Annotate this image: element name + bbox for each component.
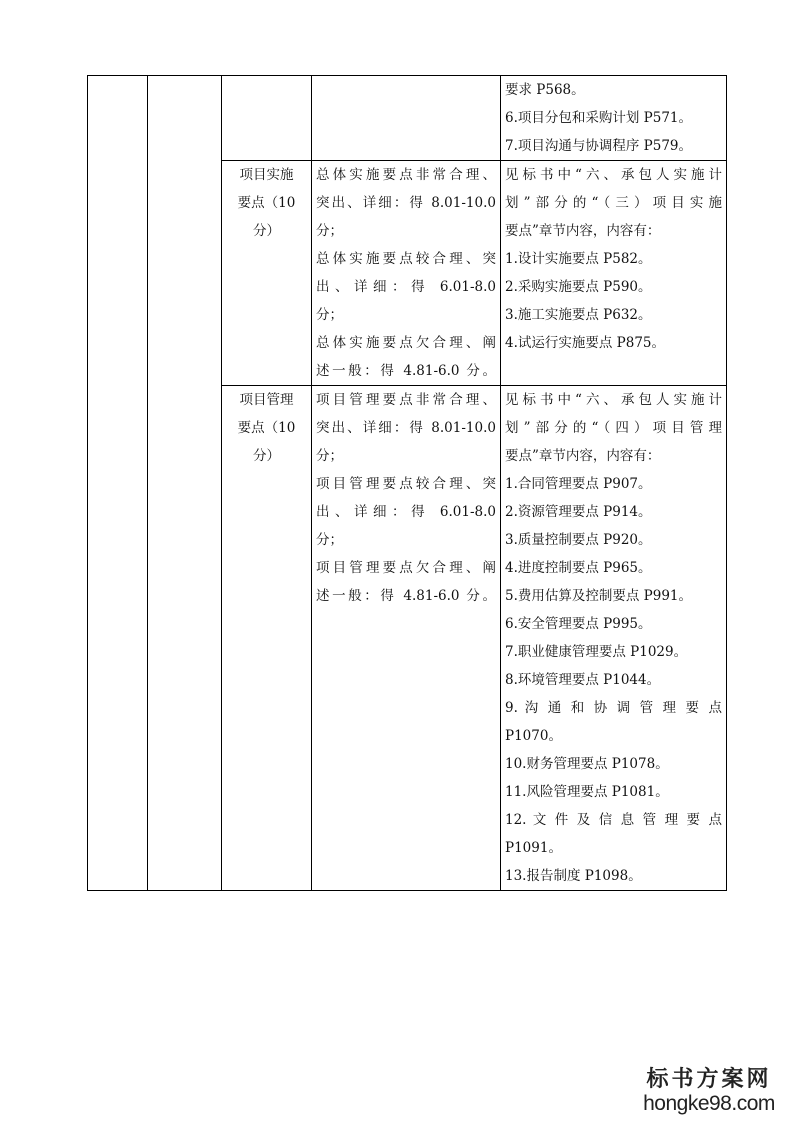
criteria-line: 分； xyxy=(316,448,343,464)
plan-cell-continued xyxy=(501,76,727,161)
plan-line: 4.进度控制要点 P965。 xyxy=(505,560,652,576)
plan-line: 4.试运行实施要点 P875。 xyxy=(505,335,666,351)
plan-line: 1.合同管理要点 P907。 xyxy=(505,476,652,492)
criteria-line: 总体实施要点较合理、突 xyxy=(316,251,496,267)
plan-line: 8.环境管理要点 P1044。 xyxy=(505,672,661,688)
plan-line: 6.安全管理要点 P995。 xyxy=(505,616,652,632)
criteria-line: 项目管理要点较合理、突 xyxy=(316,476,496,492)
blank-cell-col2 xyxy=(148,76,222,891)
plan-line: 3.施工实施要点 P632。 xyxy=(505,307,652,323)
criteria-cell-management xyxy=(312,386,501,891)
criteria-line: 突出、详细：得 8.01-10.0 xyxy=(316,195,496,211)
plan-line: 见标书中“六、承包人实施计 xyxy=(505,392,722,408)
plan-line: 7.职业健康管理要点 P1029。 xyxy=(505,644,688,660)
watermark-domain: hongke98.com xyxy=(643,1092,775,1115)
item-label-line: 项目管理 xyxy=(239,392,294,408)
criteria-cell-implementation xyxy=(312,161,501,386)
item-label-line: 分） xyxy=(253,448,280,464)
item-cell-implementation xyxy=(222,161,312,386)
plan-cell-management xyxy=(501,386,727,891)
criteria-line: 述一般：得 4.81-6.0 分。 xyxy=(316,588,496,604)
plan-line: 2.资源管理要点 P914。 xyxy=(505,504,652,520)
item-cell-management xyxy=(222,386,312,891)
criteria-line: 项目管理要点欠合理、阐 xyxy=(316,560,496,576)
plan-line: P1091。 xyxy=(505,840,562,856)
plan-line: 要求 P568。 xyxy=(505,82,585,98)
plan-cell-implementation xyxy=(501,161,727,386)
plan-line: 6.项目分包和采购计划 P571。 xyxy=(505,110,693,126)
item-label-line: 要点（10 xyxy=(237,420,296,436)
item-label-line: 分） xyxy=(253,223,280,239)
criteria-line: 分； xyxy=(316,307,343,323)
plan-line: 5.费用估算及控制要点 P991。 xyxy=(505,588,693,604)
criteria-line: 述一般：得 4.81-6.0 分。 xyxy=(316,363,496,379)
plan-line: 13.报告制度 P1098。 xyxy=(505,868,642,884)
plan-line: 1.设计实施要点 P582。 xyxy=(505,251,652,267)
item-label-line: 要点（10 xyxy=(237,195,296,211)
plan-line: 见标书中“六、承包人实施计 xyxy=(505,167,722,183)
criteria-line: 出、详细：得 6.01-8.0 xyxy=(316,504,496,520)
criteria-line: 总体实施要点非常合理、 xyxy=(316,167,496,183)
table-row xyxy=(88,76,727,161)
plan-line: 11.风险管理要点 P1081。 xyxy=(505,784,669,800)
plan-line: 12. 文 件 及 信 息 管 理 要 点 xyxy=(505,812,722,828)
plan-line: 7.项目沟通与协调程序 P579。 xyxy=(505,138,693,154)
item-cell-blank xyxy=(222,76,312,161)
plan-line: 要点”章节内容，内容有： xyxy=(505,448,661,464)
criteria-line: 总体实施要点欠合理、阐 xyxy=(316,335,496,351)
criteria-cell-blank xyxy=(312,76,501,161)
criteria-line: 项目管理要点非常合理、 xyxy=(316,392,496,408)
watermark-logo xyxy=(639,1066,779,1116)
plan-line: 9. 沟 通 和 协 调 管 理 要 点 xyxy=(505,700,722,716)
watermark-chinese: 标书方案网 xyxy=(646,1066,772,1092)
plan-line: 划”部分的“（四）项目管理 xyxy=(505,420,722,436)
criteria-line: 分； xyxy=(316,532,343,548)
scoring-table xyxy=(87,75,727,891)
plan-line: 3.质量控制要点 P920。 xyxy=(505,532,652,548)
criteria-line: 出、详细：得 6.01-8.0 xyxy=(316,279,496,295)
plan-line: 划”部分的“（三）项目实施 xyxy=(505,195,722,211)
plan-line: 2.采购实施要点 P590。 xyxy=(505,279,652,295)
plan-line: 10.财务管理要点 P1078。 xyxy=(505,756,669,772)
criteria-line: 分； xyxy=(316,223,343,239)
item-label-line: 项目实施 xyxy=(239,167,294,183)
blank-cell-col1 xyxy=(88,76,148,891)
plan-line: 要点”章节内容，内容有： xyxy=(505,223,661,239)
criteria-line: 突出、详细：得 8.01-10.0 xyxy=(316,420,496,436)
plan-line: P1070。 xyxy=(505,728,562,744)
